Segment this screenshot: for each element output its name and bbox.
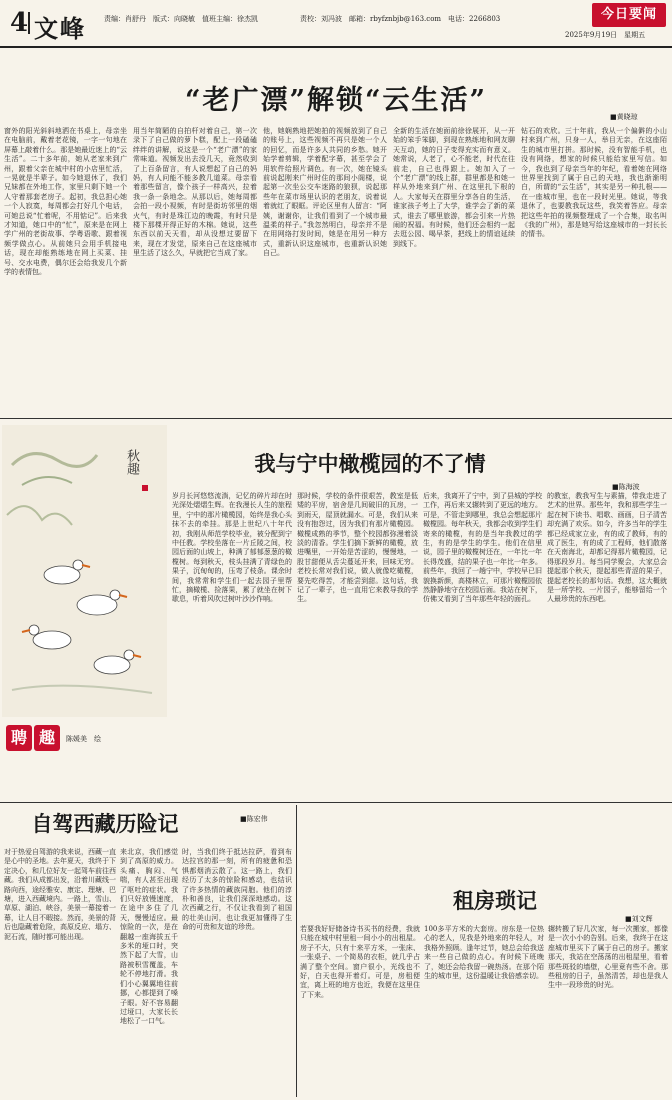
article-title-tibet-text: 自驾西藏历险记 (31, 811, 179, 836)
article-column: 岁月长河悠悠流淌，记忆的碎片却在时光深处熠熠生辉。在我漫长人生的旅程里，宁中的那片橄榄园，始终是我心头抹不去的牵挂。那是上世纪八十年代初，我刚从师范学校毕业，被分配到宁中任教。学校坐落在一片丘陵之间，校园后面的山坡上，种满了郁郁葱葱的橄榄树。每到秋天，枝头挂满了青绿色的果子，沉甸甸的，压弯了枝条。课余时间，我常常和学生们一起去园子里帮忙，摘橄榄、捡落果，累了就坐在树下歇息，听着风吹过树叶沙沙作响。 (172, 492, 292, 604)
article-title-renting: 租房琐记 (453, 888, 537, 913)
article-byline-olive-garden: ■陈海波 (612, 483, 640, 491)
article-column: 的教室，教我写生与素描，带我走进了艺术的世界。那些年，我和那些学生一起在树下读书、唱歌、画画，日子清苦却充满了欢乐。如今，许多当年的学生都已经成家立业，有的成了教师，有的成了医生，有的成了工程师，他们散落在天南海北，却都记得那片橄榄园，记得那段岁月。每当同学聚会，大家总会提起那个秋天，提起那些青涩的果子，提起老校长的那句话。我想，这大概就是一所学校、一片园子，能够留给一个人最珍贵的东西吧。 (547, 492, 667, 604)
article-column: 全新的生活在她面前徐徐展开，从一开始的笨手笨脚，到现在熟练地和网友聊天互动，她的日子变得充实而有意义。她常说，人老了，心不能老，时代在往前走，自己也得跟上。她加入了一个“老广漂”的线上群，群里都是和她一样从外地来到广州、在这里扎下根的人。大家每天在群里分享各自的生活，谁家孩子考上了大学，谁学会了新的菜式，谁去了哪里旅游，都会引来一片热闹的祝福。有时候，他们还会相约一起去逛公园、喝早茶，把线上的情谊延续到线下。 (393, 127, 515, 248)
section-divider (0, 802, 672, 803)
article-column: 钻石的欢欣。三十年前，我从一个偏僻的小山村来到广州，只身一人，举目无亲，在这座陌生的城市里打拼。那时候，没有智能手机，也没有网络，想家的时候只能给家里写信。如今，我也到了母亲当年的年纪，看着她在网络世界里找到了属于自己的天地，我也渐渐明白，所谓的“云生活”，其实是另一种扎根——在一座城市里，也在一段时光里。她说，等我退休了，也要教我玩这些，我笑着答应。母亲把这些年拍的视频整理成了一个合集，取名叫《我的广州》，那是她写给这座城市的一封长长的情书。 (521, 127, 667, 239)
painting-seal (6, 725, 118, 753)
geese-painting-illustration (2, 425, 167, 717)
article-column: 来北京，我们感觉到了高原的威力。头痛、胸闷、气喘，有人甚至出现了呕吐的症状。我们只好放慢速度，在途中多住了几天，慢慢适应。最惊险的一次，是在翻越一座海拔五千多米的垭口时，突然下起了大雪，山路被积雪覆盖，车轮不停地打滑。我们小心翼翼地往前挪，心都提到了嗓子眼。好不容易翻过垭口，大家长长地松了一口气。 (120, 848, 178, 1026)
article-column: 100多平方米的大套房。房东是一位热心的老人，见我是外地来的年轻人，对我格外照顾。逢年过节，她总会给我送来一些自己做的点心。有时候下班晚了，她还会给我留一碗热汤。在那个陌生的城市里，这份温暖让我倍感亲切。 (424, 925, 544, 981)
article-column: 用当年简陋的自拍杆对着自己，第一次录下了自己做的萝卜糕，配上一段磕磕绊绊的讲解，说这是一个“老广漂”的家常味道。视频发出去没几天，竟然收到了上百条留言，有人说想起了自己的妈妈，有人问能不能多教几道菜。母亲看着那些留言，像个孩子一样高兴，拉着我一条一条地念。从那以后，她每周都会拍一段小视频，有时是街坊邻里的烟火气，有时是珠江边的晚霞，有时只是楼下那棵开得正好的木棉。她说，这些东西以前天天看，却从没想过要留下来，现在才发觉，原来自己在这座城市里生活了这么久，早就把它当成了家。 (133, 127, 257, 258)
page-number: 4 (10, 8, 29, 38)
proofread-line: 责校：刘冯波 邮箱：rbyfznbjb@163.com 电话：2266803 (300, 15, 501, 23)
article-column: 时，当我们终于抵达拉萨，看到布达拉宫的那一刻，所有的疲惫和恐惧都烟消云散了。这一路上，我们经历了太多的惊险和感动，也结识了许多热情的藏族同胞。他们的淳朴和善良，让我们深深地感动。这次西藏之行，不仅让我看到了祖国的壮美山河，也让我更加懂得了生命的可贵和友谊的珍贵。 (182, 848, 292, 932)
painting-credit: 陈媛美 绘 (66, 734, 101, 743)
seal-char: 聘 (6, 725, 32, 751)
article-column: 他，她娴熟地把她拍的视频放到了自己的账号上，这些视频不再只是她一个人的回忆，而是许多人共同的乡愁。她开始学着剪辑，学着配字幕，甚至学会了用软件给照片调色。有一次，她在镜头前说起刚来广州时住的那间小阁楼，说起第一次坐公交车迷路的狼狈，说起那些年在菜市场里认识的老朋友，说着说着就红了眼眶。评论区里有人留言：“阿姨，谢谢你，让我们看到了一个城市最温柔的样子。”我忽然明白，母亲并不是在用网络打发时间，她是在用另一种方式，重新认识这座城市，也重新认识她自己。 (263, 127, 387, 258)
article-column: 那时候，学校的条件很艰苦，教室是低矮的平房，宿舍是几间破旧的瓦房，一到雨天，屋顶就漏水。可是，我们从来没有抱怨过，因为我们有那片橄榄园。橄榄成熟的季节，整个校园都弥漫着淡淡的清香。学生们摘下新鲜的橄榄，放进嘴里，一开始是苦涩的，慢慢地，一股甘甜便从舌尖蔓延开来，回味无穷。老校长常对我们说，做人就像吃橄榄，要先吃得苦，才能尝到甜。这句话，我记了一辈子，也一直用它来教导我的学生。 (297, 492, 418, 604)
painting-inscription: 秋趣 (124, 449, 139, 475)
ink-painting (2, 425, 167, 717)
article-title-cloud-life: “老广漂”解锁“云生活” (184, 85, 488, 116)
article-byline-cloud-life: ■黄晓琼 (610, 113, 638, 121)
article-title-olive-garden: 我与宁中橄榄园的不了情 (254, 451, 486, 476)
article-byline-tibet: ■陈宏伟 (240, 815, 268, 823)
article-column: 对于热爱自驾游的我来说，西藏一直是心中的圣地。去年夏天，我终于下定决心，和几位好友一起驾车前往西藏。我们从成都出发，沿着川藏线一路向西，途经雅安、康定、理塘、巴塘，进入西藏境内。一路上，雪山、草原、湖泊、峡谷，美景一幕接着一幕，让人目不暇接。然而，美景的背后也隐藏着危险，高原反应、塌方、泥石流，随时都可能出现。 (4, 848, 116, 941)
editor-line: 责编：肖舒丹 版式：向晓敏 值班主编：徐杰凯 (104, 15, 258, 23)
newspaper-logo: 今日要闻 (592, 3, 666, 27)
article-byline-renting: ■刘文辉 (625, 915, 653, 923)
article-title-tibet (10, 808, 200, 838)
article-column: 后来，我离开了宁中，到了县城的学校工作，再后来又辗转到了更远的地方。可是，不管走到哪里，我总会想起那片橄榄园。每年秋天，我都会收到学生们寄来的橄榄，有的是当年我教过的学生，有的是学生的学生。他们在信里说，园子里的橄榄树还在，一年比一年长得茂盛，结的果子也一年比一年多。前些年，我回了一趟宁中，学校早已旧貌换新颜，高楼林立，可那片橄榄园依然静静地守在校园后面。我站在树下，仿佛又看到了当年那些年轻的面孔。 (423, 492, 542, 604)
column-divider (296, 805, 297, 1097)
section-divider (0, 418, 672, 419)
masthead-divider (28, 12, 30, 34)
article-column: 辗转搬了好几次家，每一次搬家，都像是一次小小的告别。后来，我终于在这座城市里买下了属于自己的房子。搬家那天，我站在空荡荡的出租屋里，看着那些斑驳的墙壁，心里竟有些不舍。那些租房的日子，虽然清苦，却也是我人生中一段珍贵的时光。 (548, 925, 668, 990)
article-column: 窗外的阳光斜斜地洒在书桌上，母亲坐在电脑前，戴着老花镜，一字一句地在屏幕上敲着什么。那是她最近迷上的“云生活”。二十多年前，她从老家来到广州，跟着父亲在城中村的小店里忙活，一晃就是半辈子。如今她退休了，我们兄妹都在外地工作，家里只剩下她一个人守着那套老房子。起初，我总担心她一个人寂寞，每周都会打好几个电话，可她总说“忙着呢，不用惦记”。后来我才知道，她口中的“忙”，原来是在网上学广州的老街故事、学粤语歌、跟着视频学做点心。从前她只会用手机接电话，现在却能熟练地在网上买菜、挂号、交水电费，偶尔还会给我发几个新学的表情包。 (4, 127, 127, 277)
section-name: 文峰 (34, 14, 86, 43)
masthead (0, 0, 672, 48)
article-column: 若要我好好储备诗书买书的经费，我就只能在城中村里租一间小小的出租屋。房子不大，只有十来平方米，一张床、一张桌子、一个简易的衣柜，就几乎占满了整个空间。窗户很小，光线也不好，白天也得开着灯。可是，房租便宜，离上班的地方也近，我便在这里住了下来。 (300, 925, 420, 999)
issue-date: 2025年9月19日 星期五 (565, 31, 646, 39)
seal-char: 趣 (34, 725, 60, 751)
